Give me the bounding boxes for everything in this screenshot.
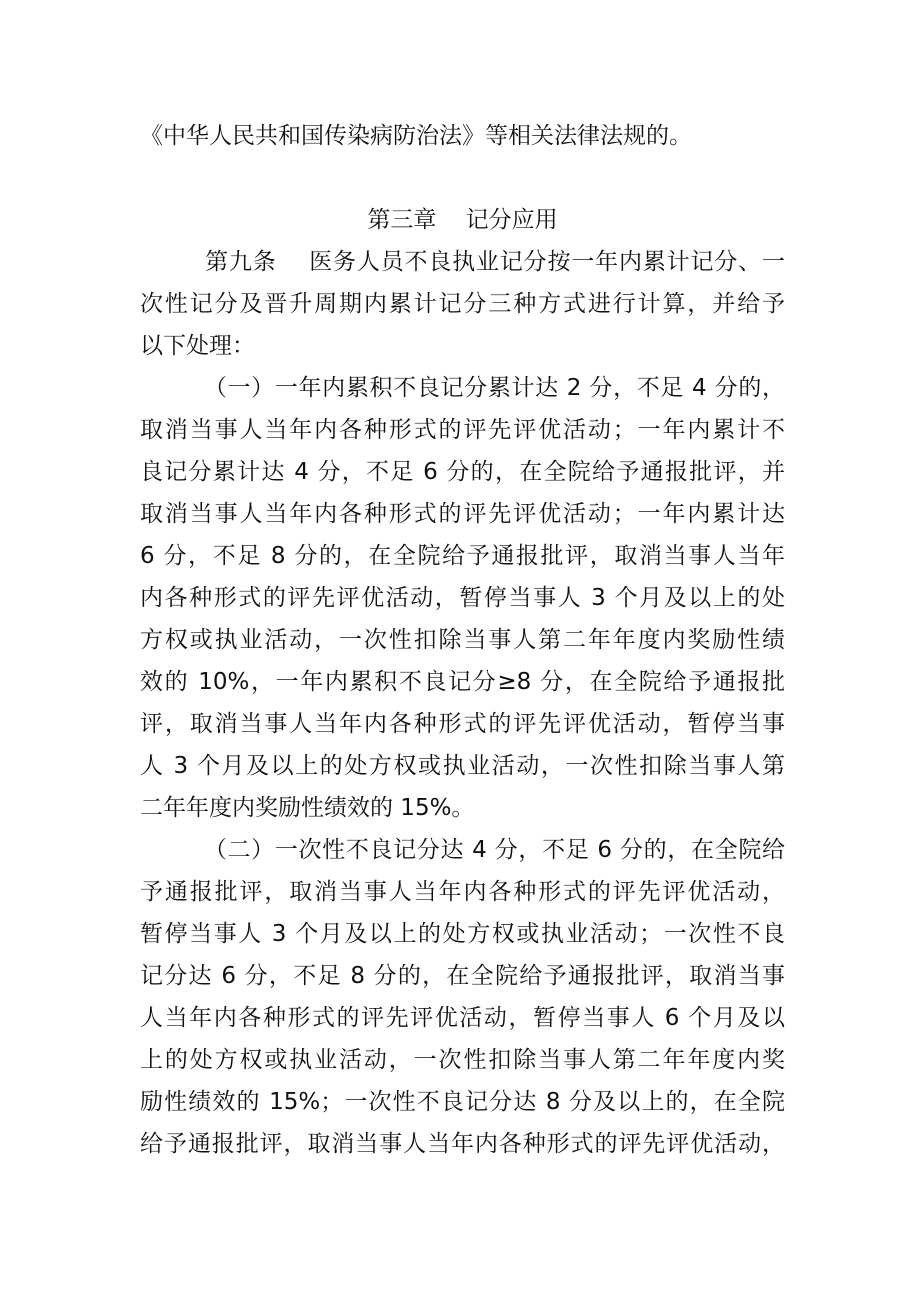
clause-2-line-1: （二）一次性不良记分达 4 分，不足 6 分的，在全院给: [140, 837, 785, 863]
clause-1-line-1: （一）一年内累积不良记分累计达 2 分，不足 4 分的，: [140, 375, 785, 401]
clause-1-line-3: 良记分累计达 4 分，不足 6 分的，在全院给予通报批评，并: [140, 459, 785, 485]
article-9-line-2: 次性记分及晋升周期内累计记分三种方式进行计算，并给予: [140, 291, 785, 317]
clause-1-line-10: 人 3 个月及以上的处方权或执业活动，一次性扣除当事人第: [140, 753, 785, 779]
clause-2-line-7: 励性绩效的 15%；一次性不良记分达 8 分及以上的，在全院: [140, 1089, 785, 1115]
clause-2-line-8: 给予通报批评，取消当事人当年内各种形式的评先评优活动，: [140, 1131, 785, 1157]
clause-2-line-2: 予通报批评，取消当事人当年内各种形式的评先评优活动，: [140, 879, 785, 905]
chapter-title: 第三章 记分应用: [367, 207, 558, 233]
clause-1-line-6: 内各种形式的评先评优活动，暂停当事人 3 个月及以上的处: [140, 585, 785, 611]
clause-2-line-6: 上的处方权或执业活动，一次性扣除当事人第二年年度内奖: [140, 1047, 785, 1073]
article-9-line-1: 第九条 医务人员不良执业记分按一年内累计记分、一: [140, 249, 785, 275]
article-9-line-3: 以下处理：: [140, 333, 255, 359]
clause-1-line-11: 二年年度内奖励性绩效的 15%。: [140, 795, 475, 821]
clause-2-line-3: 暂停当事人 3 个月及以上的处方权或执业活动；一次性不良: [140, 921, 785, 947]
intro-line: 《中华人民共和国传染病防治法》等相关法律法规的。: [140, 123, 692, 149]
clause-2-line-5: 人当年内各种形式的评先评优活动，暂停当事人 6 个月及以: [140, 1005, 785, 1031]
clause-1-line-4: 取消当事人当年内各种形式的评先评优活动；一年内累计达: [140, 501, 785, 527]
clause-1-line-5: 6 分，不足 8 分的，在全院给予通报批评，取消当事人当年: [140, 543, 785, 569]
clause-1-line-9: 评，取消当事人当年内各种形式的评先评优活动，暂停当事: [140, 711, 785, 737]
clause-2-line-4: 记分达 6 分，不足 8 分的，在全院给予通报批评，取消当事: [140, 963, 785, 989]
clause-1-line-7: 方权或执业活动，一次性扣除当事人第二年年度内奖励性绩: [140, 627, 785, 653]
clause-1-line-2: 取消当事人当年内各种形式的评先评优活动；一年内累计不: [140, 417, 785, 443]
clause-1-line-8: 效的 10%，一年内累积不良记分≥8 分，在全院给予通报批: [140, 669, 785, 695]
